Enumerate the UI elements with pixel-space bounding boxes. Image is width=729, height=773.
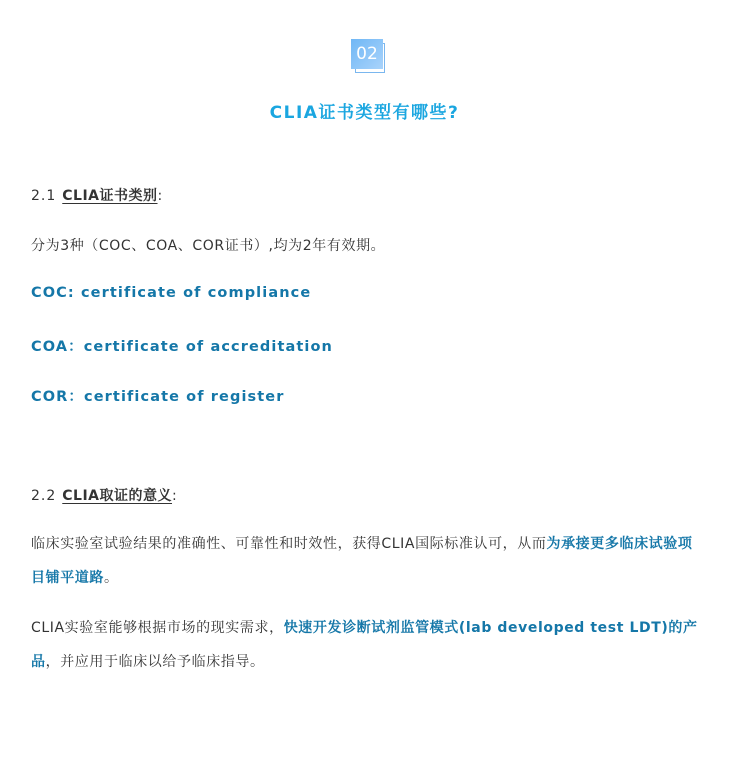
significance-paragraph-1	[31, 527, 703, 595]
paragraph-text: CLIA实验室能够根据市场的现实需求，	[31, 620, 284, 636]
term-cor: COR：certificate of register	[31, 389, 285, 405]
subsection-heading-2-1	[31, 185, 162, 205]
section-number: 02	[351, 39, 383, 69]
heading-colon: :	[172, 488, 177, 504]
paragraph-text: 临床实验室试验结果的准确性、可靠性和时效性，获得CLIA国际标准认可，从而	[31, 536, 547, 552]
section-number-badge	[351, 39, 387, 75]
certificate-intro: 分为3种（COC、COA、COR证书）,均为2年有效期。	[31, 238, 386, 254]
paragraph-end: 。	[104, 570, 119, 586]
subsection-number: 2.2	[31, 488, 57, 504]
subsection-title: CLIA证书类别	[62, 188, 158, 204]
significance-paragraph-2	[31, 611, 703, 679]
heading-colon: :	[157, 188, 163, 204]
subsection-heading-2-2	[31, 485, 177, 505]
term-coc: COC: certificate of compliance	[31, 285, 312, 301]
section-title: CLIA证书类型有哪些?	[269, 103, 460, 123]
paragraph-end: ，并应用于临床以给予临床指导。	[45, 654, 265, 670]
term-coa: COA：certificate of accreditation	[31, 339, 333, 355]
paragraph-highlight: 为承接更多临床试验项目铺平道路	[31, 536, 693, 586]
subsection-title: CLIA取证的意义	[62, 488, 173, 504]
subsection-number: 2.1	[31, 188, 57, 204]
paragraph-highlight: 快速开发诊断试剂监管模式(lab developed test LDT)的产品	[31, 620, 698, 670]
